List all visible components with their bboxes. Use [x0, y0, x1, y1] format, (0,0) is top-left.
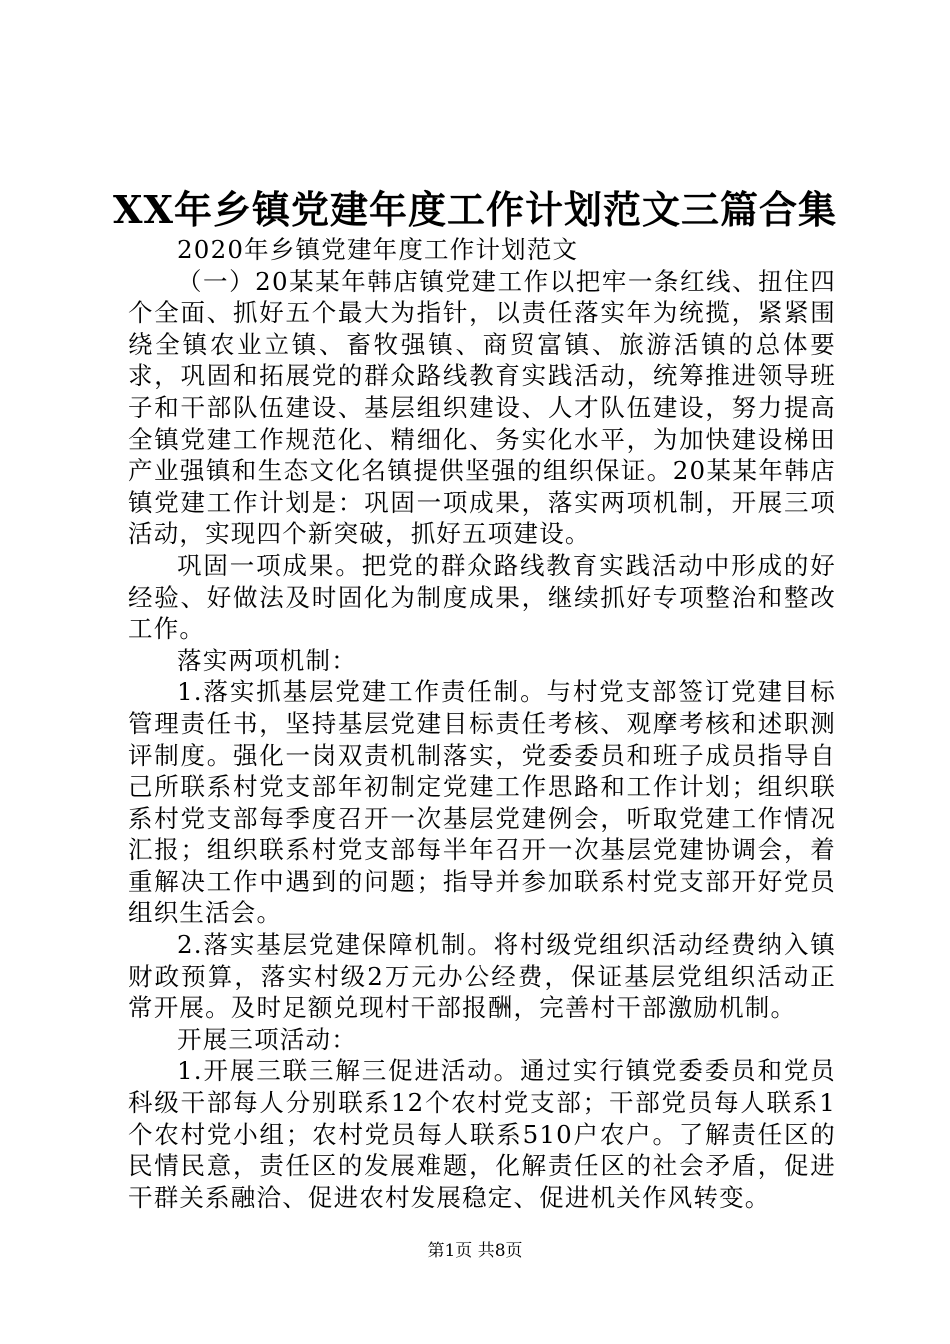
- document-title: XX年乡镇党建年度工作计划范文三篇合集: [113, 187, 837, 232]
- paragraph: 开展三项活动：: [177, 1024, 357, 1054]
- paragraph: 2.落实基层党建保障机制。将村级党组织活动经费纳入镇财政预算，落实村级2万元办公经费，保证基层党组织活动正常开展。及时足额兑现村干部报酬，完善村干部激励机制。: [128, 930, 836, 1023]
- paragraph: 巩固一项成果。把党的群众路线教育实践活动中形成的好经验、好做法及时固化为制度成果，继续抓好专项整治和整改工作。: [128, 550, 836, 644]
- section-heading: 2020年乡镇党建年度工作计划范文: [177, 235, 579, 264]
- paragraph: 落实两项机制：: [177, 645, 357, 675]
- paragraph: 1.开展三联三解三促进活动。通过实行镇党委委员和党员科级干部每人分别联系12个农村党支部；干部党员每人联系1个农村党小组；农村党员每人联系510户农户。了解责任区的民情民意，责任区的发展难题，化解责任区的社会矛盾，促进干群关系融洽、促进农村发展稳定、促进机关作风转变。: [128, 1056, 836, 1212]
- paragraph: （一）20某某年韩店镇党建工作以把牢一条红线、扭住四个全面、抓好五个最大为指针，以责任落实年为统揽，紧紧围绕全镇农业立镇、畜牧强镇、商贸富镇、旅游活镇的总体要求，巩固和拓展党的群众路线教育实践活动，统筹推进领导班子和干部队伍建设、基层组织建设、人才队伍建设，努力提高全镇党建工作规范化、精细化、务实化水平，为加快建设梯田产业强镇和生态文化名镇提供坚强的组织保证。20某某年韩店镇党建工作计划是：巩固一项成果，落实两项机制，开展三项活动，实现四个新突破，抓好五项建设。: [128, 266, 836, 549]
- paragraph: 1.落实抓基层党建工作责任制。与村党支部签订党建目标管理责任书，坚持基层党建目标责任考核、观摩考核和述职测评制度。强化一岗双责机制落实，党委委员和班子成员指导自己所联系村党支部年初制定党建工作思路和工作计划；组织联系村党支部每季度召开一次基层党建例会，听取党建工作情况汇报；组织联系村党支部每半年召开一次基层党建协调会，着重解决工作中遇到的问题；指导并参加联系村党支部开好党员组织生活会。: [128, 677, 836, 928]
- document-body: [128, 234, 836, 1213]
- page-number-footer: 第1页 共8页: [427, 1241, 523, 1261]
